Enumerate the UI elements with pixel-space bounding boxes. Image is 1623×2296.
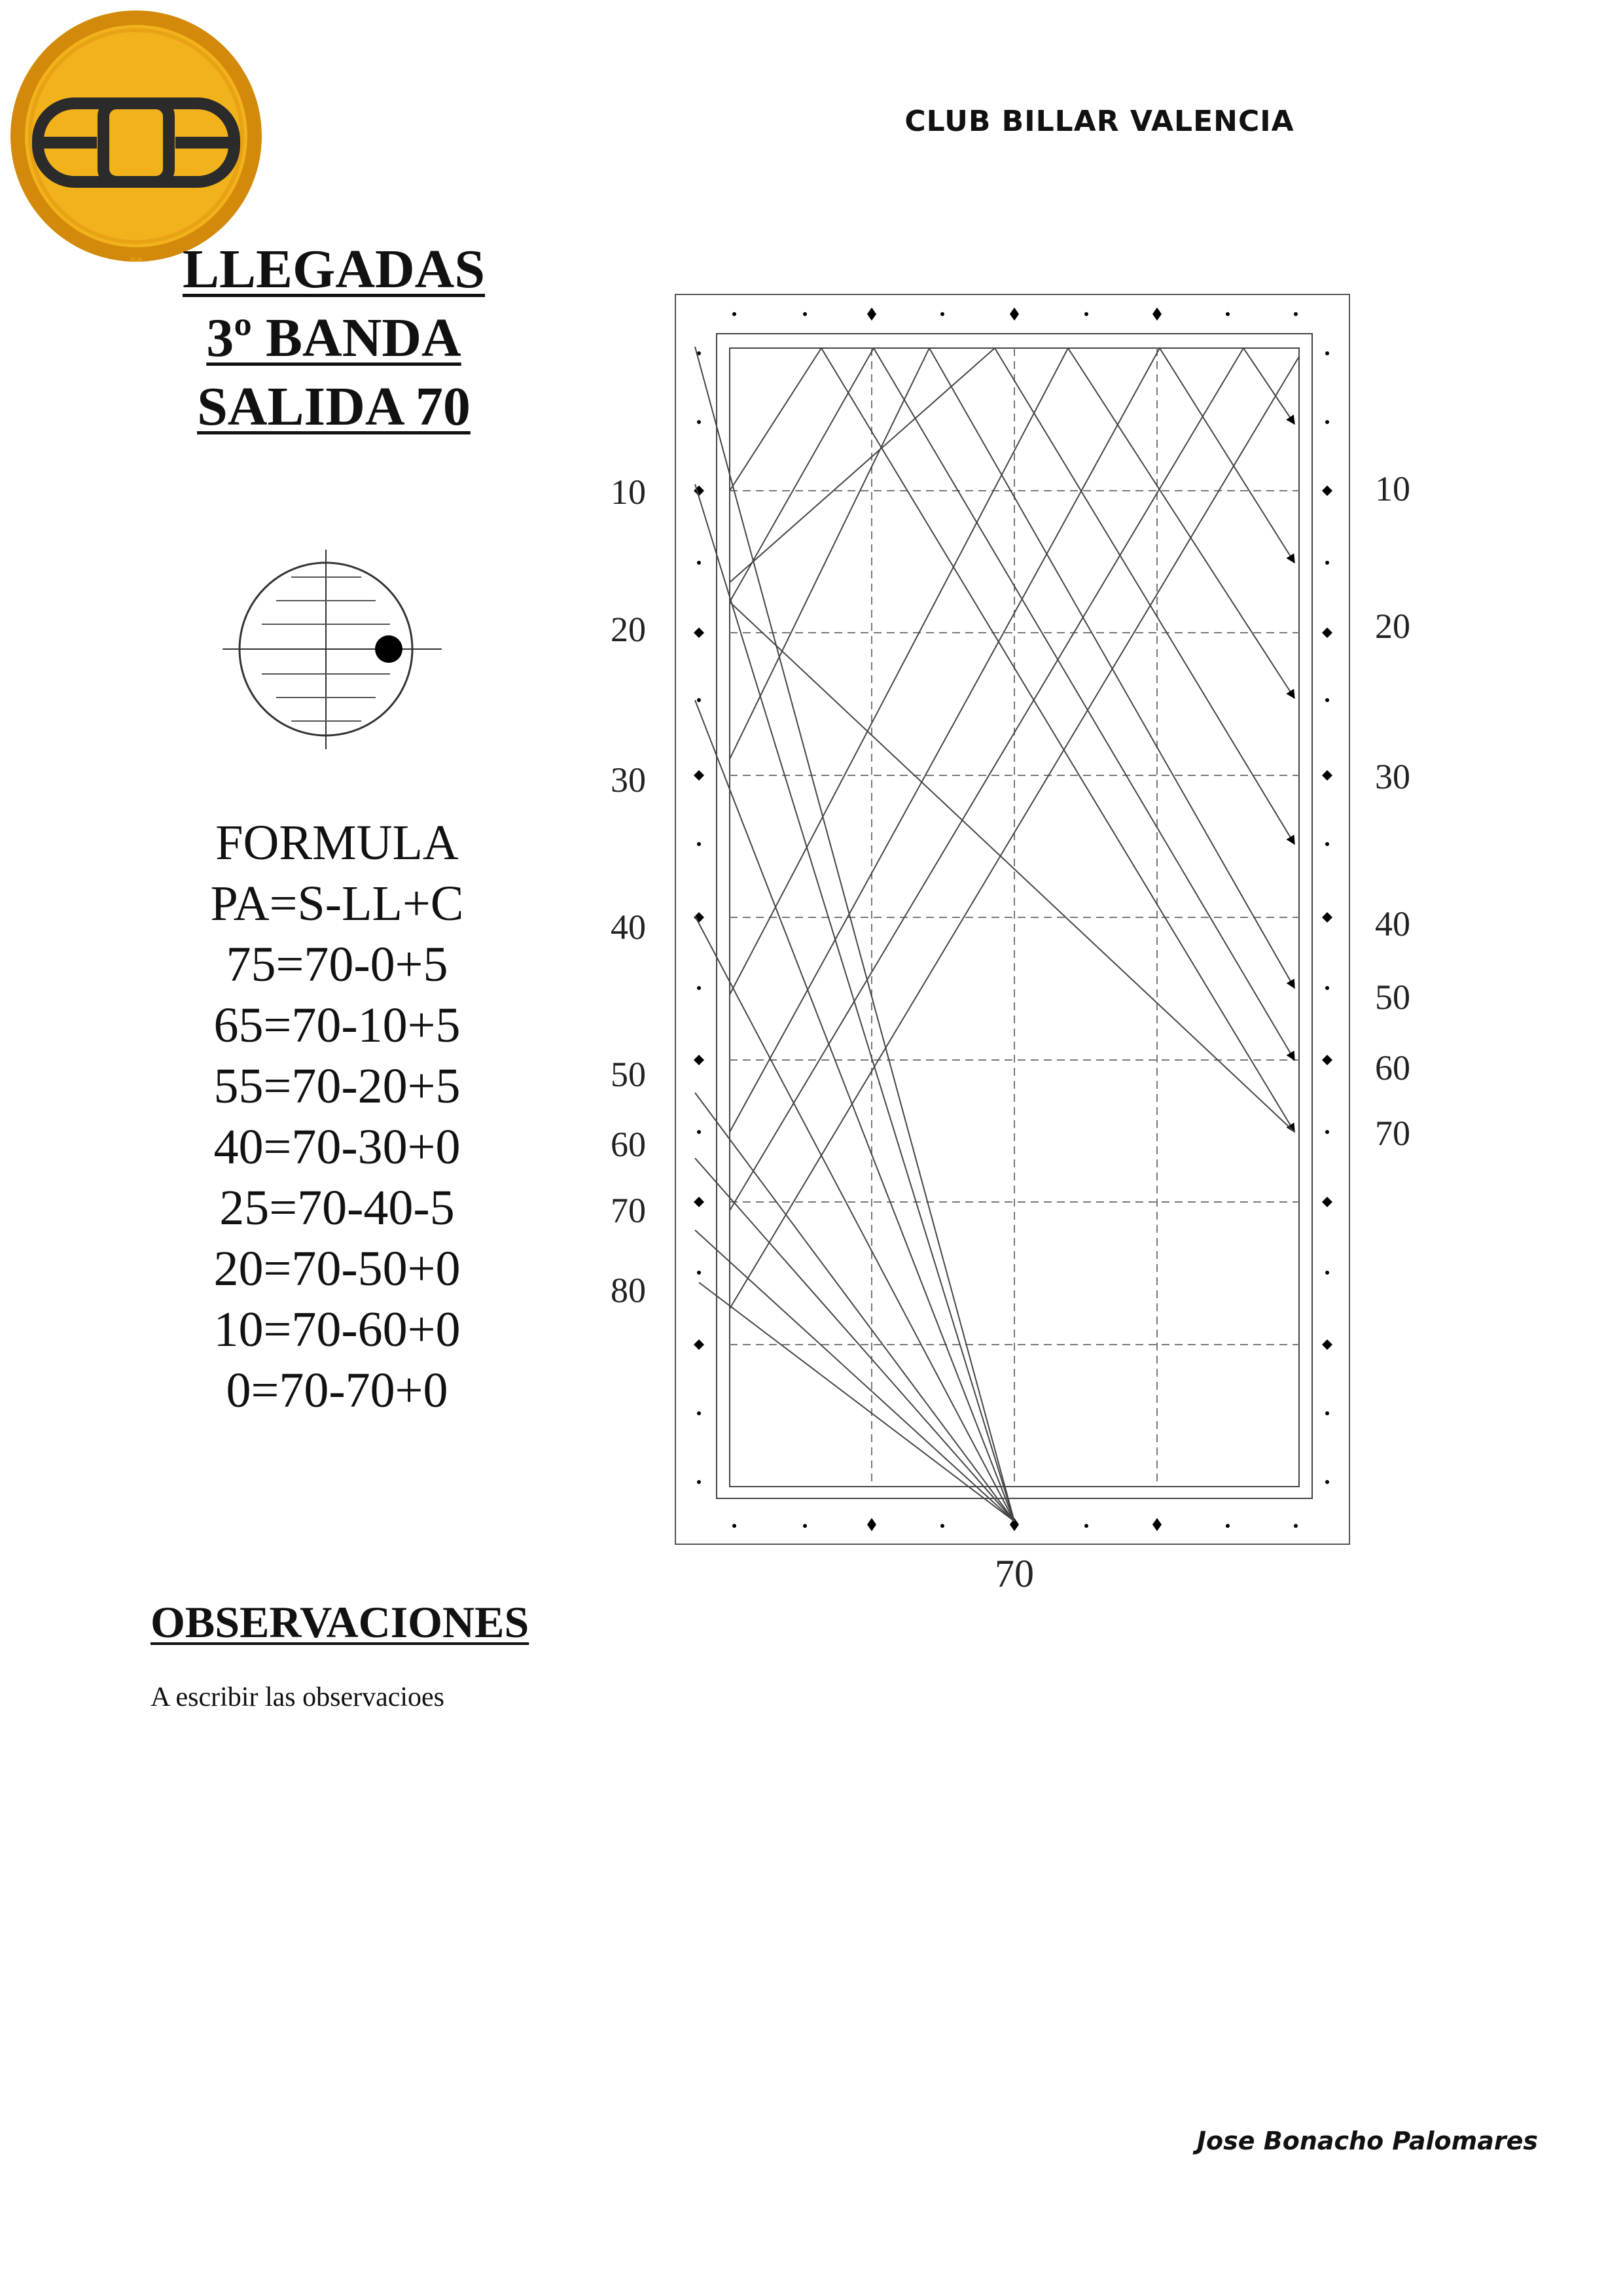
ball-effect-icon — [216, 550, 452, 752]
table-frame — [675, 294, 1349, 1544]
start-label: 70 — [995, 1552, 1034, 1595]
left-label: 80 — [611, 1271, 646, 1310]
left-label: 30 — [611, 760, 646, 800]
formula-row: 75=70-0+5 — [226, 937, 448, 992]
club-logo — [5, 5, 267, 267]
observations-heading: OBSERVACIONES — [151, 1597, 529, 1647]
right-label: 30 — [1375, 757, 1410, 796]
left-label: 50 — [611, 1055, 646, 1094]
formula-expression: PA=S-LL+C — [210, 876, 464, 931]
formula-row: 65=70-10+5 — [213, 998, 461, 1053]
formula-row: 10=70-60+0 — [213, 1302, 461, 1357]
right-label: 10 — [1375, 469, 1410, 508]
left-label: 40 — [611, 908, 646, 947]
formula-row: 25=70-40-5 — [219, 1180, 455, 1235]
diamond-grid — [730, 348, 1299, 1487]
right-label: 40 — [1375, 904, 1410, 944]
right-label: 60 — [1375, 1048, 1410, 1087]
formula-row: 0=70-70+0 — [226, 1363, 448, 1418]
club-name: CLUB BILLAR VALENCIA — [904, 105, 1294, 138]
right-label: 50 — [1375, 978, 1410, 1017]
hit-point-dot — [375, 635, 402, 663]
title-line-1: LLEGADAS — [182, 239, 486, 300]
logo-disc — [25, 25, 247, 247]
author-name: Jose Bonacho Palomares — [1196, 2127, 1538, 2155]
billiard-table-diagram — [589, 275, 1440, 1610]
title-line-3: SALIDA 70 — [197, 376, 471, 437]
second-to-third-cushion-arrows — [730, 348, 1294, 1132]
left-label: 60 — [611, 1125, 646, 1164]
observations-text: A escribir las observacioes — [151, 1682, 445, 1712]
right-label: 70 — [1375, 1114, 1410, 1153]
logo-text: SGB — [130, 256, 143, 264]
left-label: 20 — [611, 610, 646, 649]
left-label: 70 — [611, 1191, 646, 1230]
formula-row: 20=70-50+0 — [213, 1241, 461, 1296]
right-label: 20 — [1375, 607, 1410, 646]
left-label: 10 — [611, 472, 646, 512]
formula-row: 40=70-30+0 — [213, 1120, 461, 1174]
title-line-2: 3º BANDA — [206, 308, 461, 368]
formula-row: 55=70-20+5 — [213, 1059, 461, 1114]
formula-heading: FORMULA — [215, 815, 459, 870]
